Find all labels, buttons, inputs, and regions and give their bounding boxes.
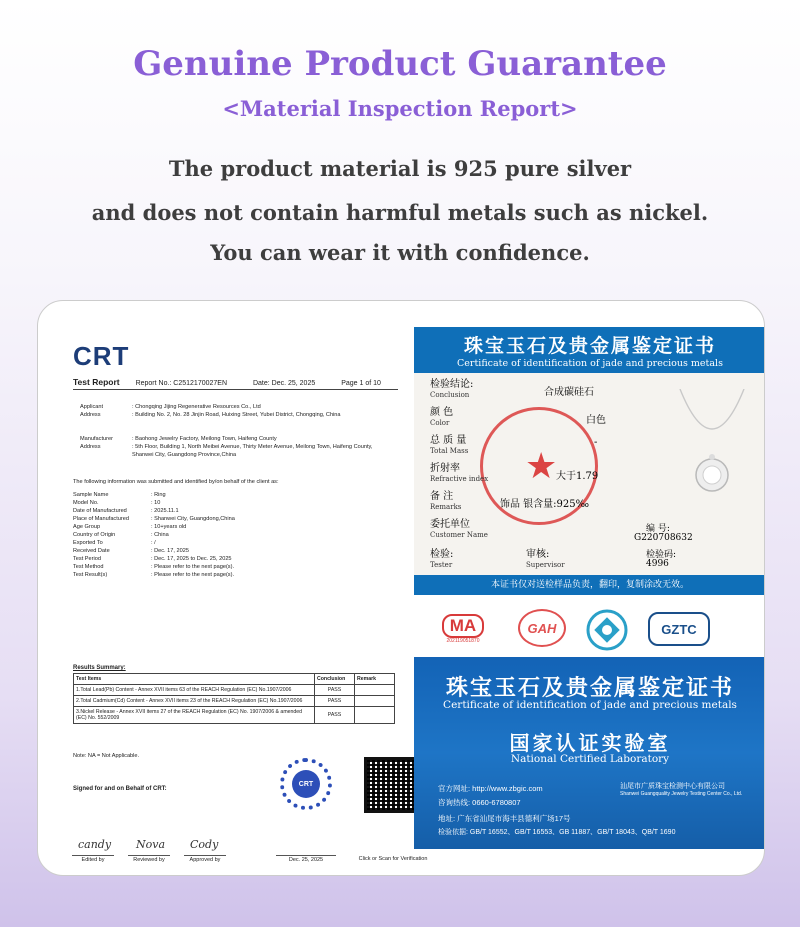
check-code: 4996	[646, 559, 669, 569]
kv-key: Place of Manufactured	[73, 516, 129, 522]
report-page: Page 1 of 10	[341, 380, 381, 387]
cert-label-en: Customer Name	[430, 531, 488, 539]
cert-row-conclusion	[430, 379, 473, 401]
lab-address: 地址: 广东省汕尾市海丰县德利广场17号	[438, 814, 571, 823]
signed-label: Signed for and on Behalf of CRT:	[73, 786, 167, 792]
cert2-title-cn: 珠宝玉石及贵金属鉴定证书	[445, 675, 734, 701]
intro-line-1: The product material is 925 pure silver	[168, 156, 632, 181]
cert-value-conclusion: 合成碳硅石	[544, 387, 594, 398]
cert-label-cn: 检验结论:	[430, 379, 474, 390]
kv-key: Test Period	[73, 556, 101, 562]
signature-reviewed: Nova	[136, 838, 166, 851]
results-table	[73, 673, 395, 724]
cert-label-en: Refractive index	[430, 475, 489, 483]
lab-website: 官方网址: http://www.zbgic.com	[438, 784, 543, 793]
cert-label-cn: 总 质 量	[430, 435, 467, 446]
cert-title-cn: 珠宝玉石及贵金属鉴定证书	[463, 335, 716, 357]
kv-key: Exported To	[73, 540, 103, 546]
cert-value-mass: -	[594, 437, 598, 448]
col-test-items: Test Items	[74, 674, 315, 685]
report-number: Report No.: C2512170027EN	[135, 380, 228, 387]
lab-center-cn: 汕尾市广质珠宝检测中心有限公司	[620, 783, 725, 790]
applicant-block	[80, 403, 377, 419]
intro-line-2: and does not contain harmful metals such as nickel.	[91, 200, 709, 225]
lab-name-cn: 国家认证实验室	[509, 731, 671, 755]
cert-label-en: Remarks	[430, 503, 462, 511]
kv-value: : 2025.11.1	[151, 508, 179, 514]
sample-block	[73, 491, 396, 579]
cma-mark: MA	[442, 614, 484, 638]
conclusion: PASS	[315, 685, 355, 696]
table-row	[74, 685, 395, 696]
col-conclusion: Conclusion	[315, 674, 355, 685]
manufacturer-block	[80, 435, 377, 459]
supervisor-cn: 审核:	[526, 549, 550, 560]
kv-value: : Ring	[151, 492, 166, 498]
seal-text: CRT	[292, 770, 320, 798]
crt-logo: CRT	[73, 341, 130, 371]
kv-key: Applicant	[80, 404, 104, 410]
cert-label-cn: 委托单位	[430, 519, 470, 530]
cert-row-remarks	[430, 491, 461, 513]
cert-header	[414, 327, 765, 373]
cert-number: G220708632	[634, 533, 693, 543]
table-row	[74, 707, 395, 724]
cert-label-en: Conclusion	[430, 391, 470, 399]
tester-cn: 检验:	[430, 549, 454, 560]
sig-label-approved: Approved by	[184, 855, 226, 863]
kv-key: Manufacturer	[80, 436, 113, 442]
lab-basis: 检验依据: GB/T 16552、GB/T 16553、GB 11887、GB/T 18043、QB/T 1690	[438, 829, 676, 836]
kv-key: Country of Origin	[73, 532, 116, 538]
kv-value: : 10	[151, 500, 161, 506]
report-title: Test Report	[73, 377, 120, 387]
cnas-icon	[586, 609, 628, 651]
kv-value: : Chongqing Jijing Regenerative Resources Co., Ltd	[132, 404, 261, 410]
remark	[355, 685, 395, 696]
star-icon: ★	[525, 446, 558, 487]
kv-value: : Please refer to the next page(s).	[151, 564, 235, 570]
cert-row-color	[430, 407, 453, 429]
kv-value: : Dec. 17, 2025 to Dec. 25, 2025	[151, 556, 232, 562]
remark	[355, 696, 395, 707]
cert-label-cn: 折射率	[430, 463, 460, 474]
col-remark: Remark	[355, 674, 395, 685]
cma-number: 202119051870	[446, 638, 480, 644]
sig-label-date: Dec. 25, 2025	[276, 855, 336, 863]
report-date: Date: Dec. 25, 2025	[252, 380, 316, 387]
lab-name-en: National Certified Laboratory	[510, 753, 670, 765]
page-title: Genuine Product Guarantee	[133, 44, 667, 84]
test-report	[68, 341, 428, 863]
kv-value: : Please refer to the next page(s).	[151, 572, 235, 578]
pendant-photo	[672, 389, 752, 499]
kv-key: Date of Manufactured	[73, 508, 127, 514]
test-item: 2.Total Cadmium(Cd) Content - Annex XVII items 23 of the REACH Regulation (EC) No.1907/2006	[74, 696, 315, 707]
cert-label-cn: 备 注	[430, 491, 454, 502]
test-item: 1.Total Lead(Pb) Content - Annex XVII items 63 of the REACH Regulation (EC) No.1907/2006	[74, 685, 315, 696]
cert-row-refractive	[430, 463, 488, 485]
conclusion: PASS	[315, 707, 355, 724]
kv-key: Test Method	[73, 564, 104, 570]
gztc-logo: GZTC	[648, 612, 710, 646]
supervisor	[526, 549, 565, 571]
cnas-logo	[586, 609, 628, 651]
kv-value: : 10+years old	[151, 524, 187, 530]
cert-value-color: 白色	[586, 415, 606, 426]
cert-label-en: Color	[430, 419, 450, 427]
kv-key: Age Group	[73, 524, 101, 530]
kv-value: : Shanwei City, Guangdong,China	[151, 516, 235, 522]
remark	[355, 707, 395, 724]
cert2-title-en: Certificate of identification of jade and precious metals	[443, 699, 737, 711]
check-code-label: 检验码:	[646, 550, 677, 560]
supervisor-en: Supervisor	[526, 561, 565, 569]
conclusion: PASS	[315, 696, 355, 707]
certificate-card	[37, 300, 765, 876]
kv-key: Sample Name	[73, 492, 109, 498]
kv-value: : 5th Floor, Building 1, North Meibei Avenue, Thirty Meter Avenue, Meilong Town, Haifeng County, Shanwei City, Guangdong Province,China	[132, 444, 373, 458]
crt-seal	[280, 758, 332, 810]
results-title: Results Summary:	[73, 665, 126, 671]
kv-value: : Building No. 2, No. 28 Jinjin Road, Huixing Street, Yubei District, Chongqing, China	[132, 412, 341, 418]
cert-label-en: Total Mass	[430, 447, 469, 455]
cert-label-cn: 颜 色	[430, 407, 454, 418]
kv-key: Address	[80, 444, 101, 450]
cert-title-en: Certificate of identification of jade and precious metals	[457, 358, 723, 369]
test-item: 3.Nickel Release - Annex XVII items 27 of the REACH Regulation (EC) No. 1907/2006 & amended (EC) No. 552/2009	[74, 707, 315, 724]
qr-caption: Click or Scan for Verification	[358, 856, 428, 862]
signature-approved: Cody	[190, 838, 219, 851]
sig-label-edited: Edited by	[72, 855, 114, 863]
cert-row-customer	[430, 519, 488, 541]
cert-number-label: 编 号:	[646, 524, 670, 534]
kv-value: : Dec. 17, 2025	[151, 548, 189, 554]
kv-key: Address	[80, 412, 101, 418]
kv-key: Test Result(s)	[73, 572, 108, 578]
report-header	[73, 377, 398, 390]
table-note: Note: NA = Not Applicable.	[73, 753, 140, 759]
intro-line-3: You can wear it with confidence.	[210, 240, 590, 265]
cert-footer: 本证书仅对送检样品负责，翻印，复制涂改无效。	[414, 575, 765, 595]
kv-value: : China	[151, 532, 169, 538]
cert-value-refractive: 大于1.79	[556, 471, 599, 482]
sig-label-reviewed: Reviewed by	[128, 855, 170, 863]
verification-qr-code[interactable]	[364, 757, 420, 813]
cert-row-mass	[430, 435, 468, 457]
national-lab-certificate	[414, 657, 765, 849]
signature-edited: candy	[78, 838, 112, 851]
submitted-note: The following information was submitted and identified by/on behalf of the client as:	[73, 479, 279, 485]
tester	[430, 549, 453, 571]
lab-phone: 咨询热线: 0660-6780807	[438, 798, 521, 807]
gah-logo: GAH	[518, 609, 566, 647]
table-row	[74, 696, 395, 707]
kv-value: : Baohong Jewelry Factory, Meilong Town, Haifeng County	[132, 436, 277, 442]
lab-center-en: Shanwei Guangquality Jewelry Testing Center Co., Ltd.	[620, 791, 743, 797]
kv-key: Model No.	[73, 500, 99, 506]
page-subtitle: <Material Inspection Report>	[222, 96, 578, 121]
cert-value-remarks: 饰品 银含量:925‰	[500, 499, 590, 510]
accreditation-logos	[414, 601, 765, 657]
kv-key: Received Date	[73, 548, 110, 554]
kv-value: : /	[151, 540, 156, 546]
cma-logo	[432, 609, 494, 649]
jade-certificate	[414, 327, 765, 595]
tester-en: Tester	[430, 561, 453, 569]
